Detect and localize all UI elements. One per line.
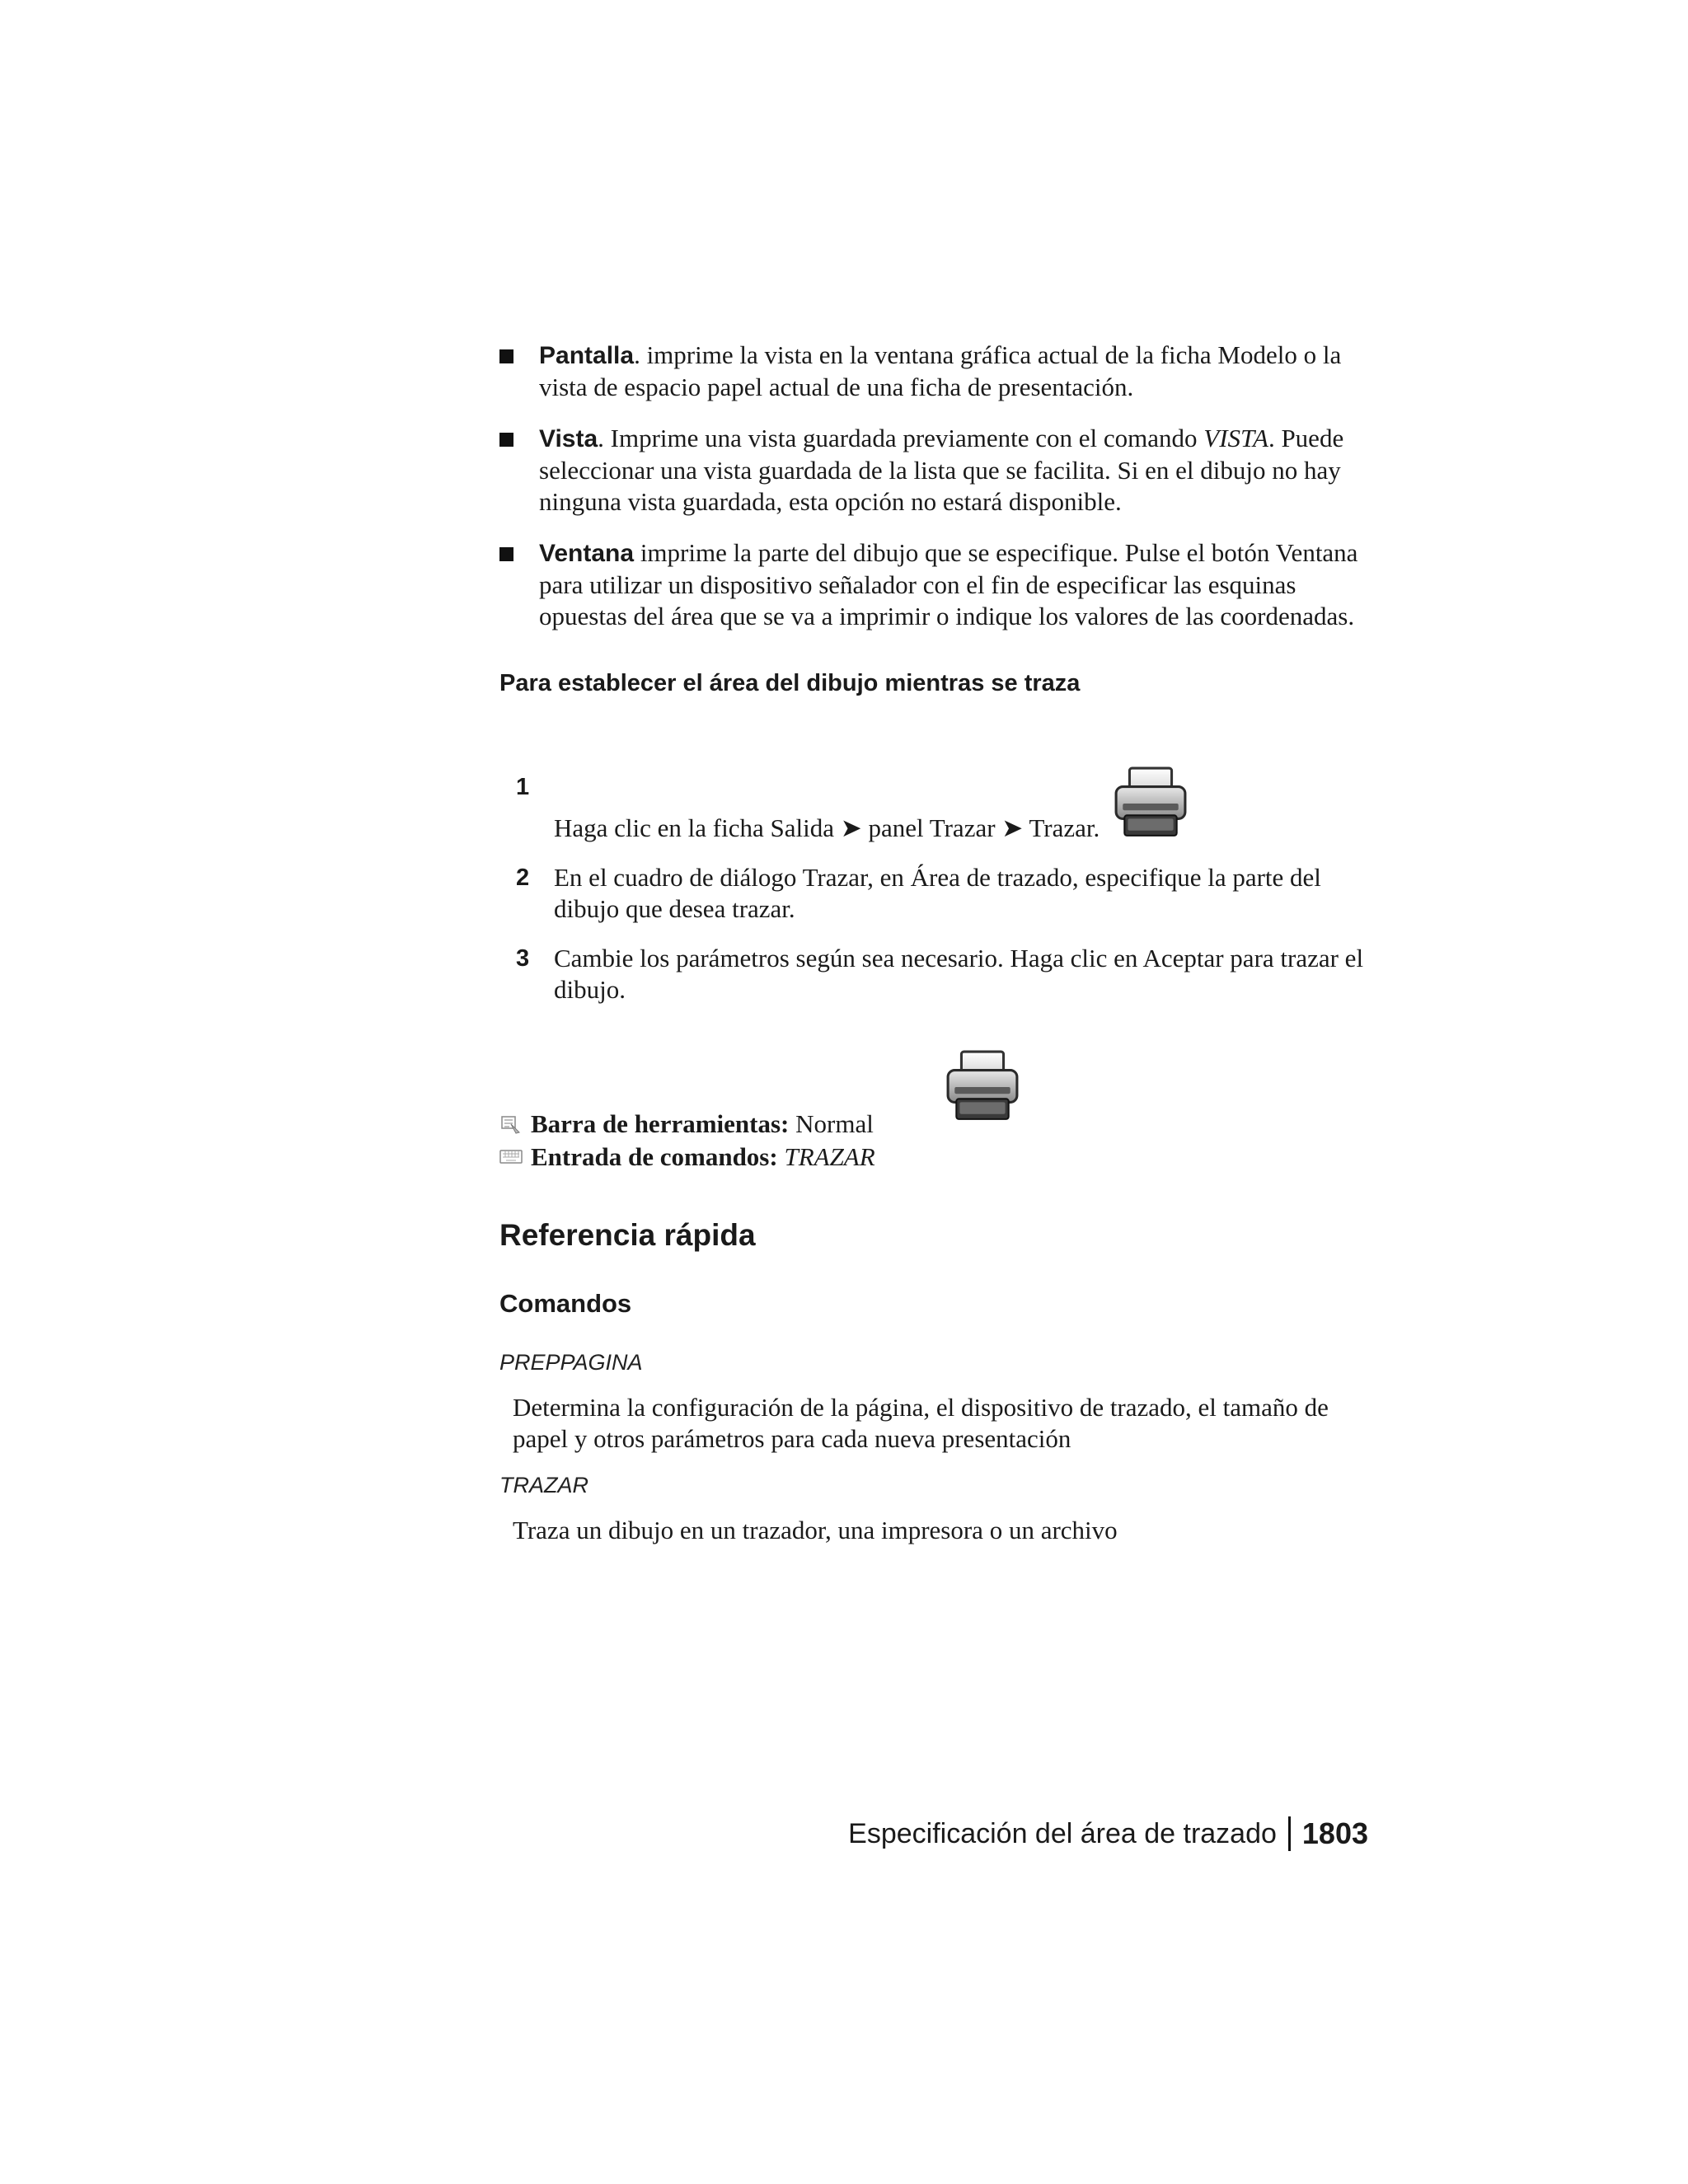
list-item: [499, 537, 1373, 632]
keyboard-icon: [499, 1147, 523, 1165]
list-item: [499, 423, 1373, 518]
bullet-text: imprime la parte del dibujo que se especifique. Pulse el botón Ventana para utilizar un dispositivo señalador con el fin de especificar las esquinas opuestas del área que se va a imprimir o indique los valores de las coordenadas.: [539, 538, 1358, 630]
command-name: PREPPAGINA: [499, 1350, 643, 1375]
toolbar-value: Normal: [789, 1109, 874, 1138]
page-number: 1803: [1301, 1816, 1368, 1850]
list-item: [499, 340, 1373, 403]
step-text: Haga clic en la ficha Salida ➤ panel Trazar ➤ Trazar.: [554, 813, 1100, 842]
subsection-title: Comandos: [499, 1289, 632, 1318]
procedure-steps: [499, 727, 1373, 1005]
bullet-square-icon: [499, 547, 513, 561]
access-methods: [499, 1050, 1373, 1174]
command-value: TRAZAR: [784, 1142, 875, 1171]
page-footer: [848, 1816, 1368, 1851]
procedure-step: [499, 862, 1373, 925]
toolbar-access-line: [499, 1108, 1373, 1141]
printer-icon: [1113, 766, 1189, 839]
footer-separator: [1288, 1816, 1291, 1851]
step-number: 2: [516, 865, 530, 891]
bullet-text: . Imprime una vista guardada previamente con el comando: [598, 424, 1204, 452]
step-number: 3: [516, 945, 530, 972]
command-description: Traza un dibujo en un trazador, una impresora o un archivo: [513, 1516, 1118, 1544]
bullet-square-icon: [499, 349, 513, 363]
bullet-text: . imprime la vista en la ventana gráfica actual de la ficha Modelo o la vista de espacio papel actual de una ficha de presentación.: [539, 340, 1342, 401]
page-content: [499, 340, 1373, 1546]
toolbar-label: Barra de herramientas:: [531, 1109, 790, 1138]
command-name: TRAZAR: [499, 1473, 588, 1497]
bullet-command-italic: VISTA: [1203, 424, 1268, 452]
bullet-text-after: . Puede seleccionar una vista guardada de la lista que se facilita. Si en el dibujo no hay ninguna vista guardada, esta opción no estará disponible.: [539, 424, 1344, 516]
step-text: Cambie los parámetros según sea necesario. Haga clic en Aceptar para trazar el dibujo.: [554, 944, 1364, 1004]
command-access-line: [499, 1141, 1373, 1174]
bullet-term: Ventana: [539, 540, 635, 567]
command-label: Entrada de comandos:: [531, 1142, 778, 1171]
bullet-square-icon: [499, 433, 513, 447]
section-title: Referencia rápida: [499, 1218, 756, 1252]
bullet-term: Vista: [539, 425, 598, 452]
step-number: 1: [516, 774, 530, 800]
procedure-step: [499, 727, 1373, 844]
options-bullet-list: [499, 340, 1373, 632]
bullet-term: Pantalla: [539, 342, 635, 369]
procedure-heading: Para establecer el área del dibujo mientras se traza: [499, 670, 1081, 696]
footer-chapter-title: Especificación del área de trazado: [848, 1817, 1277, 1849]
step-text: En el cuadro de diálogo Trazar, en Área de trazado, especifique la parte del dibujo que desea trazar.: [554, 863, 1321, 923]
toolbar-icon: [499, 1114, 523, 1136]
command-description: Determina la configuración de la página, el dispositivo de trazado, el tamaño de papel y otros parámetros para cada nueva presentación: [513, 1393, 1329, 1453]
procedure-step: [499, 943, 1373, 1005]
